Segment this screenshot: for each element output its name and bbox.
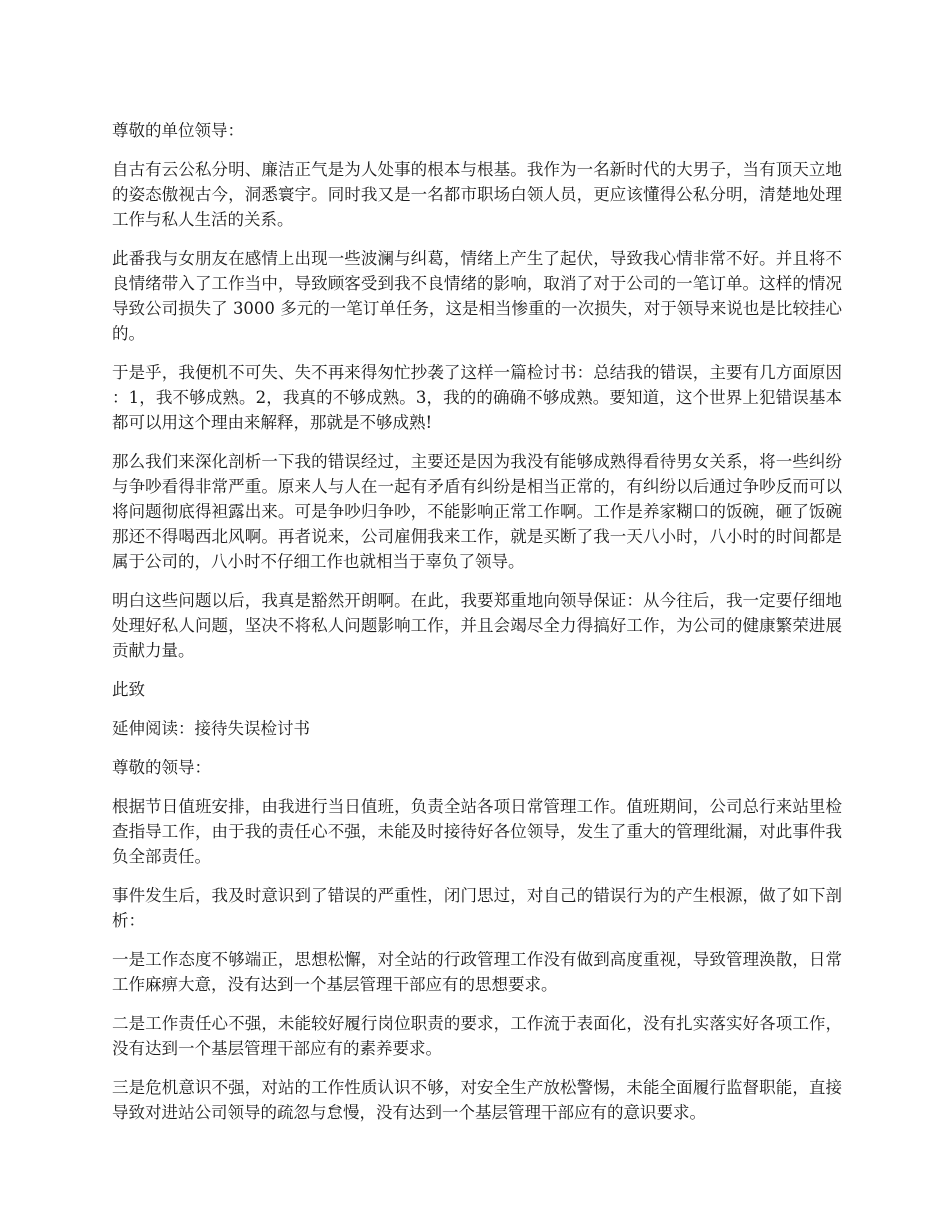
paragraph: 二是工作责任心不强，未能较好履行岗位职责的要求，工作流于表面化，没有扎实落实好各项工作，没有达到一个基层管理干部应有的素养要求。 xyxy=(112,1014,842,1058)
closing: 此致 xyxy=(112,680,145,699)
paragraph: 一是工作态度不够端正，思想松懈，对全站的行政管理工作没有做到高度重视，导致管理涣散，日常工作麻痹大意，没有达到一个基层管理干部应有的思想要求。 xyxy=(112,950,842,994)
paragraph: 此番我与女朋友在感情上出现一些波澜与纠葛，情绪上产生了起伏，导致我心情非常不好。并且将不良情绪带入了工作当中，导致顾客受到我不良情绪的影响，取消了对于公司的一笔订单。这样的情况导致公司损失了 3000 多元的一笔订单任务，这是相当惨重的一次损失，对于领导来说也是比较挂心的。 xyxy=(112,249,842,343)
salutation: 尊敬的领导： xyxy=(112,758,211,777)
paragraph: 根据节日值班安排，由我进行当日值班，负责全站各项日常管理工作。值班期间，公司总行来站里检查指导工作，由于我的责任心不强，未能及时接待好各位领导，发生了重大的管理纰漏，对此事件我负全部责任。 xyxy=(112,797,842,866)
document-body xyxy=(112,118,842,1139)
paragraph: 三是危机意识不强，对站的工作性质认识不够，对安全生产放松警惕，未能全面履行监督职能，直接导致对进站公司领导的疏忽与怠慢，没有达到一个基层管理干部应有的意识要求。 xyxy=(112,1078,842,1122)
paragraph: 明白这些问题以后，我真是豁然开朗啊。在此，我要郑重地向领导保证：从今往后，我一定要仔细地处理好私人问题，坚决不将私人问题影响工作，并且会竭尽全力得搞好工作，为公司的健康繁荣进展贡献力量。 xyxy=(112,591,842,660)
paragraph: 那么我们来深化剖析一下我的错误经过，主要还是因为我没有能够成熟得看待男女关系，将一些纠纷与争吵看得非常严重。原来人与人在一起有矛盾有纠纷是相当正常的，有纠纷以后通过争吵反而可以将问题彻底得袒露出来。可是争吵归争吵，不能影响正常工作啊。工作是养家糊口的饭碗，砸了饭碗那还不得喝西北风啊。再者说来，公司雇佣我来工作，就是买断了我一天八小时，八小时的时间都是属于公司的，八小时不仔细工作也就相当于辜负了领导。 xyxy=(112,452,842,571)
paragraph: 于是乎，我便机不可失、失不再来得匆忙抄袭了这样一篇检讨书：总结我的错误，主要有几方面原因：1，我不够成熟。2，我真的不够成熟。3，我的的确确不够成熟。要知道，这个世界上犯错误基本都可以用这个理由来解释，那就是不够成熟! xyxy=(112,363,842,432)
paragraph: 自古有云公私分明、廉洁正气是为人处事的根本与根基。我作为一名新时代的大男子，当有顶天立地的姿态傲视古今，洞悉寰宇。同时我又是一名都市职场白领人员，更应该懂得公私分明，清楚地处理工作与私人生活的关系。 xyxy=(112,160,842,229)
paragraph: 事件发生后，我及时意识到了错误的严重性，闭门思过，对自己的错误行为的产生根源，做了如下剖析： xyxy=(112,886,842,930)
salutation: 尊敬的单位领导： xyxy=(112,121,244,140)
extended-reading-heading: 延伸阅读：接待失误检讨书 xyxy=(112,719,310,738)
